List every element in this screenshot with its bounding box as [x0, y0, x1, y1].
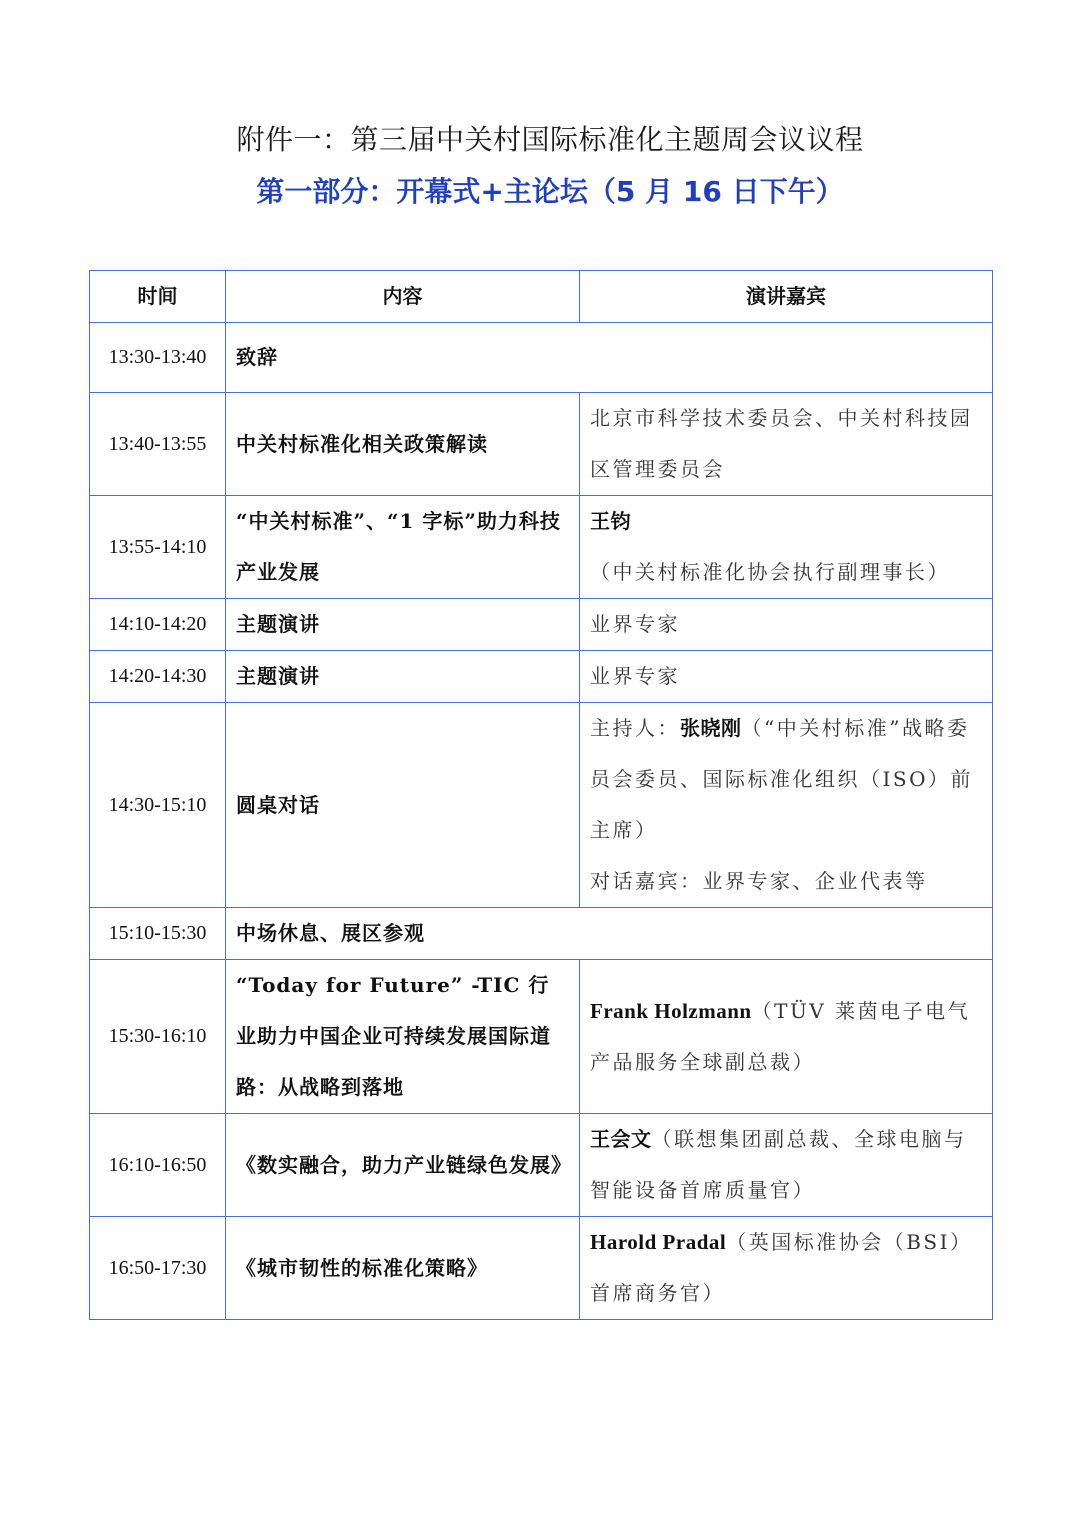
row-time: 14:30-15:10: [90, 703, 226, 908]
section-title: 第一部分：开幕式+主论坛（5 月 16 日下午）: [256, 175, 844, 208]
row-time: 16:10-16:50: [90, 1114, 226, 1217]
speaker-name: Frank Holzmann: [590, 998, 752, 1023]
table-row: [90, 1217, 993, 1320]
speaker-desc: （TÜV 莱茵电子电气产品服务全球副总裁）: [590, 998, 971, 1074]
table-row: [90, 960, 993, 1114]
row-content: 致辞: [226, 323, 993, 393]
table-row: [90, 496, 993, 599]
row-speaker: [580, 1114, 993, 1217]
table-row: [90, 703, 993, 908]
speaker-desc: （中关村标准化协会执行副理事长）: [590, 560, 950, 584]
speaker-name: 王钧: [590, 509, 631, 533]
speaker-name: Harold Pradal: [590, 1230, 727, 1254]
row-speaker: [580, 496, 993, 599]
header-time: 时间: [90, 271, 226, 323]
speaker-desc: （英国标准协会（BSI）首席商务官）: [590, 1230, 973, 1305]
row-speaker: 业界专家: [580, 651, 993, 703]
row-time: 15:10-15:30: [90, 908, 226, 960]
row-time: 15:30-16:10: [90, 960, 226, 1114]
row-content: 《城市韧性的标准化策略》: [226, 1217, 580, 1320]
row-time: 14:20-14:30: [90, 651, 226, 703]
table-header-row: [90, 271, 993, 323]
table-row: [90, 393, 993, 496]
row-content: 中场休息、展区参观: [226, 908, 993, 960]
row-content: “中关村标准”、“1 字标”助力科技产业发展: [226, 496, 580, 599]
speaker-desc: （联想集团副总裁、全球电脑与智能设备首席质量官）: [590, 1127, 967, 1202]
row-content: 主题演讲: [226, 651, 580, 703]
table-row: [90, 651, 993, 703]
host-name: 张晓刚: [680, 716, 742, 740]
row-speaker: [580, 703, 993, 908]
row-time: 13:40-13:55: [90, 393, 226, 496]
row-content: “Today for Future” -TIC 行业助力中国企业可持续发展国际道路：从战略到落地: [226, 960, 580, 1114]
row-speaker: [580, 960, 993, 1114]
table-row: [90, 1114, 993, 1217]
row-content: 主题演讲: [226, 599, 580, 651]
header-content: 内容: [226, 271, 580, 323]
agenda-table: [89, 270, 993, 1320]
row-content: 中关村标准化相关政策解读: [226, 393, 580, 496]
row-content: 圆桌对话: [226, 703, 580, 908]
speaker-name: 王会文: [590, 1127, 652, 1151]
host-desc: （“中关村标准”战略委员会委员、国际标准化组织（ISO）前主席）: [590, 716, 973, 842]
row-speaker: [580, 1217, 993, 1320]
dialogue-guests: 对话嘉宾：业界专家、企业代表等: [590, 869, 928, 893]
table-row: [90, 599, 993, 651]
host-label: 主持人：: [590, 716, 680, 740]
table-row: [90, 908, 993, 960]
row-time: 16:50-17:30: [90, 1217, 226, 1320]
header-speaker: 演讲嘉宾: [580, 271, 993, 323]
row-speaker: 业界专家: [580, 599, 993, 651]
row-speaker: 北京市科学技术委员会、中关村科技园区管理委员会: [580, 393, 993, 496]
row-time: 13:30-13:40: [90, 323, 226, 393]
row-time: 14:10-14:20: [90, 599, 226, 651]
row-time: 13:55-14:10: [90, 496, 226, 599]
table-row: [90, 323, 993, 393]
document-title: 附件一：第三届中关村国际标准化主题周会议议程: [236, 123, 864, 156]
row-content: 《数实融合，助力产业链绿色发展》: [226, 1114, 580, 1217]
